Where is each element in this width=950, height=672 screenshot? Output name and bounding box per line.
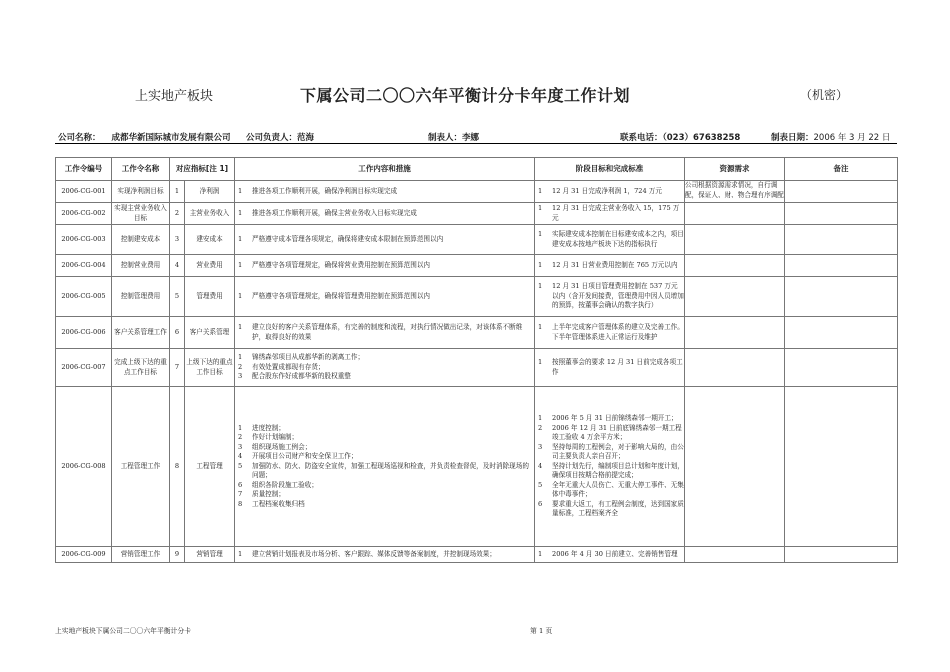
- indicator-name: 上级下达的重点工作目标: [185, 349, 235, 387]
- item-number: 1: [538, 322, 543, 331]
- resources-cell: [685, 277, 785, 317]
- item-text: 推进各项工作顺利开展，确保净利润目标实现完成: [252, 186, 398, 195]
- header-name: 工作令名称: [112, 158, 170, 181]
- work-order-code: 2006-CG-002: [56, 203, 112, 225]
- measures-cell: [235, 203, 535, 225]
- resources-cell: [685, 317, 785, 349]
- list-item: [235, 490, 534, 500]
- measures-cell: [235, 181, 535, 203]
- list-item: [235, 261, 534, 271]
- division-label: 上实地产板块: [135, 89, 214, 104]
- remark-cell: [785, 255, 898, 277]
- measures-cell: [235, 277, 535, 317]
- item-number: 6: [538, 499, 543, 508]
- measures-cell: [235, 349, 535, 387]
- item-number: 1: [538, 203, 543, 212]
- resources-cell: [685, 387, 785, 547]
- header-resources: 资源需求: [685, 158, 785, 181]
- item-number: 1: [538, 186, 543, 195]
- item-text: 锦绣森邻项目从成都华新的剥离工作；: [252, 353, 365, 362]
- list-item: [235, 452, 534, 462]
- work-order-code: 2006-CG-005: [56, 277, 112, 317]
- indicator-name: 净利润: [185, 181, 235, 203]
- table-row: [56, 349, 898, 387]
- item-text: 要求重大返工，有工程例会制度，达到国家质量标准，工程档案齐全: [552, 499, 684, 518]
- table-row: [56, 317, 898, 349]
- remark-cell: [785, 317, 898, 349]
- indicator-index: 3: [170, 225, 185, 255]
- item-text: 开展项目公司财产和安全保卫工作；: [252, 452, 358, 461]
- list-item: [235, 443, 534, 453]
- list-item: [535, 282, 684, 311]
- targets-cell: [535, 547, 685, 563]
- item-number: 5: [538, 480, 543, 489]
- targets-cell: [535, 181, 685, 203]
- work-order-name: 完成上级下达的重点工作目标: [112, 349, 170, 387]
- item-number: 1: [538, 260, 543, 269]
- item-text: 12 月 31 日营业费用控制在 765 万元以内: [552, 260, 678, 269]
- page-title: 下属公司二〇〇六年平衡计分卡年度工作计划: [300, 86, 631, 105]
- item-number: 1: [238, 549, 243, 558]
- work-order-name: 工程管理工作: [112, 387, 170, 547]
- list-item: [235, 424, 534, 434]
- remark-cell: [785, 349, 898, 387]
- item-text: 质量控制；: [252, 490, 285, 499]
- work-order-name: 控制管理费用: [112, 277, 170, 317]
- indicator-index: 7: [170, 349, 185, 387]
- phone-label: 联系电话：: [620, 133, 663, 143]
- indicator-index: 4: [170, 255, 185, 277]
- page-number: 第 1 页: [530, 627, 553, 635]
- list-item: [535, 481, 684, 500]
- work-order-name: 实现主营业务收入目标: [112, 203, 170, 225]
- item-number: 4: [238, 452, 243, 461]
- item-number: 4: [538, 461, 543, 470]
- date-info: [771, 131, 890, 143]
- item-text: 12 月 31 日项目管理费用控制在 537 万元以内（含开发间接费，管理费用中因人员增加的预算，按董事会确认的数字执行）: [552, 282, 684, 310]
- header-code: 工作令编号: [56, 158, 112, 181]
- item-text: 有效处置成都现有存货；: [252, 362, 325, 371]
- indicator-name: 管理费用: [185, 277, 235, 317]
- item-text: 严格遵守成本管理各项规定，确保将建安成本限制在预算范围以内: [252, 234, 444, 243]
- resources-cell: [685, 547, 785, 563]
- item-text: 2006 年 4 月 30 日前建立、完善销售管理: [552, 549, 678, 558]
- preparer-info: [428, 131, 479, 143]
- item-text: 按照董事会的要求 12 月 31 日前完成各项工作: [552, 357, 683, 376]
- list-item: [235, 433, 534, 443]
- work-plan-table: [55, 157, 898, 563]
- resources-cell: 公司根据资源需求情况，自行调配，保证人、财、物合理有序调配: [685, 181, 785, 203]
- phone-number: （023）67638258: [662, 133, 741, 143]
- work-order-name: 控制营业费用: [112, 255, 170, 277]
- list-item: [235, 353, 534, 363]
- indicator-name: 主营业务收入: [185, 203, 235, 225]
- targets-cell: [535, 225, 685, 255]
- item-text: 12 月 31 日完成主营业务收入 15，175 万元: [552, 203, 680, 222]
- item-text: 坚持计划先行，编制项目总计划和年度计划，确保项目按期合格前提完成；: [552, 461, 684, 480]
- date-value: 2006 年 3 月 22 日: [813, 133, 891, 143]
- item-text: 实际建安成本控制在目标建安成本之内，项目建安成本按地产板块下达的指标执行: [552, 229, 684, 248]
- company-label: 公司名称：: [58, 133, 101, 143]
- table-row: [56, 181, 898, 203]
- item-text: 推进各项工作顺利开展，确保主营业务收入目标实现完成: [252, 208, 417, 217]
- remark-cell: [785, 203, 898, 225]
- list-item: [235, 462, 534, 481]
- item-text: 建立营销计划报表及市场分析、客户跟踪、媒体反馈等备案制度，并控制现场效果；: [252, 549, 496, 558]
- list-item: [535, 187, 684, 197]
- table-row: [56, 203, 898, 225]
- item-number: 2: [238, 362, 243, 371]
- work-order-code: 2006-CG-003: [56, 225, 112, 255]
- table-header-row: [56, 158, 898, 181]
- indicator-index: 1: [170, 181, 185, 203]
- table-row: [56, 277, 898, 317]
- preparer-name: 李娜: [462, 133, 480, 143]
- item-text: 坚持每周的工程例会，对于影响大局的，由公司主要负责人亲自召开；: [552, 442, 684, 461]
- targets-cell: [535, 317, 685, 349]
- list-item: [535, 323, 684, 342]
- item-number: 1: [538, 357, 543, 366]
- item-number: 7: [238, 490, 243, 499]
- measures-cell: [235, 317, 535, 349]
- item-number: 2: [238, 433, 243, 442]
- indicator-name: 客户关系管理: [185, 317, 235, 349]
- header-indicator: 对应指标[注 1]: [170, 158, 235, 181]
- company-name: 成都华新国际城市发展有限公司: [111, 133, 231, 143]
- footer-title: 上实地产板块下属公司二〇〇六年平衡计分卡: [55, 627, 191, 635]
- work-order-name: 客户关系管理工作: [112, 317, 170, 349]
- indicator-index: 8: [170, 387, 185, 547]
- list-item: [235, 187, 534, 197]
- targets-cell: [535, 255, 685, 277]
- work-order-name: 营销管理工作: [112, 547, 170, 563]
- remark-cell: [785, 387, 898, 547]
- resources-cell: [685, 225, 785, 255]
- header-divider: [55, 143, 897, 144]
- item-number: 1: [238, 353, 243, 362]
- owner-name: 范海: [297, 133, 315, 143]
- indicator-index: 6: [170, 317, 185, 349]
- list-item: [235, 372, 534, 382]
- list-item: [235, 550, 534, 560]
- item-text: 2006 年 5 月 31 日前锦绣森邻一期开工；: [552, 413, 678, 422]
- measures-cell: [235, 255, 535, 277]
- indicator-name: 建安成本: [185, 225, 235, 255]
- item-text: 组织现场施工例会；: [252, 442, 312, 451]
- work-order-code: 2006-CG-008: [56, 387, 112, 547]
- indicator-name: 工程管理: [185, 387, 235, 547]
- list-item: [235, 209, 534, 219]
- work-order-name: 实现净利润目标: [112, 181, 170, 203]
- item-number: 6: [238, 480, 243, 489]
- work-order-name: 控制建安成本: [112, 225, 170, 255]
- list-item: [535, 204, 684, 223]
- list-item: [535, 462, 684, 481]
- item-number: 3: [238, 442, 243, 451]
- confidential-label: （机密）: [800, 88, 849, 102]
- list-item: [535, 358, 684, 377]
- item-text: 配合股东作好成都华新的股权重整: [252, 372, 351, 381]
- list-item: [535, 230, 684, 249]
- item-number: 2: [538, 423, 543, 432]
- indicator-index: 2: [170, 203, 185, 225]
- header-measures: 工作内容和措施: [235, 158, 535, 181]
- resources-cell: [685, 255, 785, 277]
- list-item: [235, 481, 534, 491]
- item-text: 2006 年 12 月 31 日前底锦绣森邻一期工程竣工验收 4 万余平方米；: [552, 423, 682, 442]
- list-item: [535, 443, 684, 462]
- remark-cell: [785, 547, 898, 563]
- item-text: 全年无重大人员伤亡、无重大停工事件、无集体中毒事件；: [552, 480, 684, 499]
- table-row: [56, 255, 898, 277]
- header-remark: 备注: [785, 158, 898, 181]
- work-order-code: 2006-CG-009: [56, 547, 112, 563]
- targets-cell: [535, 277, 685, 317]
- company-info: [58, 131, 231, 143]
- item-text: 工程档案收集归档: [252, 499, 305, 508]
- remark-cell: [785, 181, 898, 203]
- item-number: 1: [538, 229, 543, 238]
- work-order-code: 2006-CG-007: [56, 349, 112, 387]
- header-targets: 阶段目标和完成标准: [535, 158, 685, 181]
- owner-label: 公司负责人：: [246, 133, 298, 143]
- resources-cell: [685, 203, 785, 225]
- item-number: 5: [238, 461, 243, 470]
- table-row: [56, 387, 898, 547]
- item-text: 进度控制；: [252, 423, 285, 432]
- item-number: 1: [538, 549, 543, 558]
- measures-cell: [235, 387, 535, 547]
- list-item: [535, 414, 684, 424]
- owner-info: [246, 131, 314, 143]
- list-item: [535, 500, 684, 519]
- item-number: 1: [238, 423, 243, 432]
- indicator-index: 5: [170, 277, 185, 317]
- targets-cell: [535, 203, 685, 225]
- resources-cell: [685, 349, 785, 387]
- item-number: 3: [238, 372, 243, 381]
- item-number: 1: [238, 234, 243, 243]
- targets-cell: [535, 387, 685, 547]
- indicator-name: 营业费用: [185, 255, 235, 277]
- list-item: [235, 292, 534, 302]
- item-number: 8: [238, 499, 243, 508]
- remark-cell: [785, 225, 898, 255]
- item-text: 12 月 31 日完成净利润 1，724 万元: [552, 186, 662, 195]
- indicator-name: 营销管理: [185, 547, 235, 563]
- item-text: 作好计划编制；: [252, 433, 299, 442]
- list-item: [235, 235, 534, 245]
- list-item: [535, 261, 684, 271]
- item-text: 上半年完成客户管理体系的建立及完善工作。下半年管理体系进入正常运行及维护: [552, 322, 684, 341]
- indicator-index: 9: [170, 547, 185, 563]
- item-number: 1: [538, 413, 543, 422]
- work-order-code: 2006-CG-004: [56, 255, 112, 277]
- list-item: [235, 323, 534, 342]
- item-number: 1: [238, 291, 243, 300]
- phone-info: [620, 131, 740, 143]
- measures-cell: [235, 547, 535, 563]
- item-text: 加强防水、防火、防盗安全宣传，加强工程现场巡视和检查，并负责检查督促，及时消除现场的问题；: [252, 461, 529, 480]
- preparer-label: 制表人：: [428, 133, 463, 143]
- table-row: [56, 547, 898, 563]
- measures-cell: [235, 225, 535, 255]
- list-item: [535, 550, 684, 560]
- remark-cell: [785, 277, 898, 317]
- date-label: 制表日期：: [771, 133, 814, 143]
- item-text: 严格遵守各项管理规定，确保将营业费用控制在预算范围以内: [252, 260, 431, 269]
- item-text: 严格遵守各项管理规定，确保将管理费用控制在预算范围以内: [252, 291, 431, 300]
- list-item: [535, 424, 684, 443]
- table-row: [56, 225, 898, 255]
- targets-cell: [535, 349, 685, 387]
- item-number: 3: [538, 442, 543, 451]
- item-number: 1: [238, 322, 243, 331]
- item-number: 1: [238, 208, 243, 217]
- work-order-code: 2006-CG-006: [56, 317, 112, 349]
- work-order-code: 2006-CG-001: [56, 181, 112, 203]
- item-text: 组织各阶段施工验收；: [252, 480, 318, 489]
- item-number: 1: [538, 282, 543, 291]
- list-item: [235, 500, 534, 510]
- list-item: [235, 363, 534, 373]
- item-number: 1: [238, 260, 243, 269]
- item-text: 建立良好的客户关系管理体系，有完善的制度和流程，对执行情况做出记录，对该体系不断维护，取得良好的效果: [252, 322, 523, 341]
- item-number: 1: [238, 186, 243, 195]
